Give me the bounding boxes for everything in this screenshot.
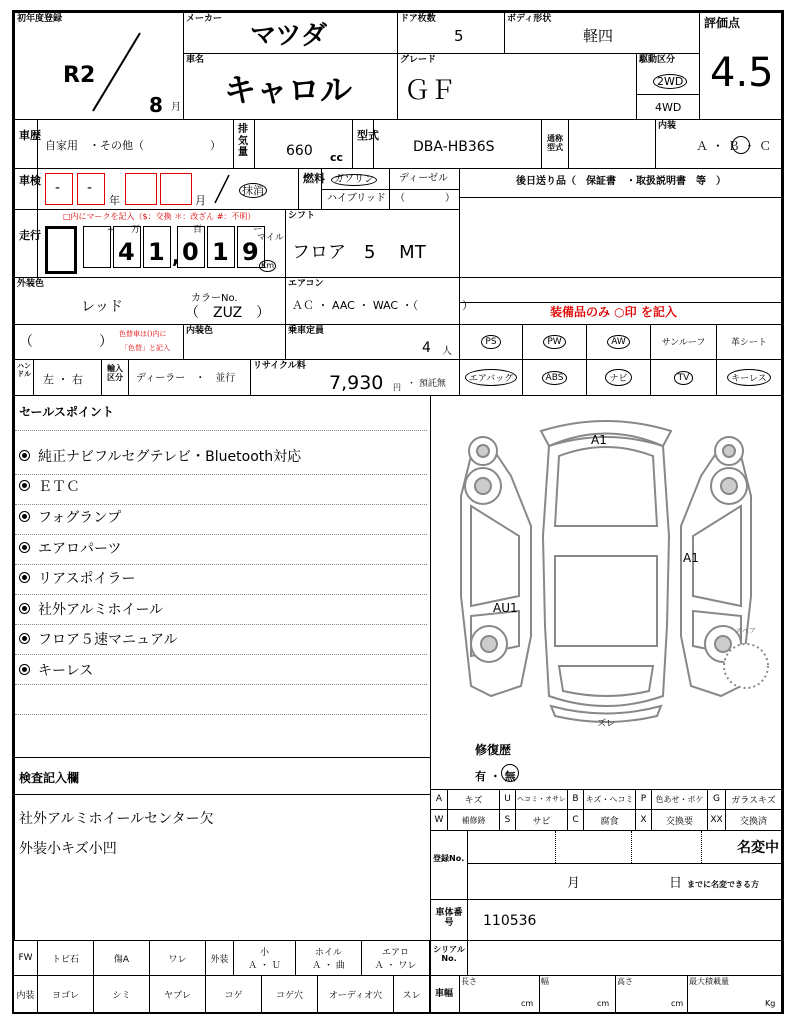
maker-value: マツダ: [250, 21, 327, 51]
mileage-digit-4: 1: [212, 238, 229, 266]
aircon-label: エアコン: [288, 279, 324, 289]
model-value: DBA-HB36S: [413, 139, 495, 155]
equip-aw: AW: [607, 335, 630, 349]
mileage-digit-2: 1: [148, 238, 165, 266]
legend-code: G: [713, 794, 720, 804]
body-cell: [504, 12, 700, 54]
cc-unit: cc: [330, 151, 344, 164]
car-name-label: 車名: [186, 55, 205, 65]
sales-point: [19, 603, 163, 617]
sales-point-text: エアロパーツ: [38, 541, 122, 557]
ext-small-label: 小: [259, 948, 269, 958]
history-label: 車歴: [19, 129, 41, 142]
int-item: ヤブレ: [164, 990, 191, 1001]
ext-wheel-label: ホイル: [314, 948, 342, 958]
chassis-label: 車体番号: [435, 908, 463, 929]
int-item: スレ: [402, 990, 421, 1001]
handle-label: ハンドル: [17, 362, 31, 379]
serial-label: シリアルNo.: [433, 945, 465, 964]
int-item: シミ: [112, 990, 131, 1001]
mileage-minus: ー: [253, 225, 263, 235]
fw-item: 傷A: [113, 954, 130, 965]
ext-wheel-value: Ａ ・ 曲: [312, 961, 345, 971]
equip-ps: PS: [481, 335, 500, 349]
score-cell: [699, 12, 782, 120]
equipment-header-cell: [459, 277, 782, 325]
color-change-cell: [14, 324, 184, 360]
name-change-label: 名変中: [737, 840, 779, 856]
sales-point-text: キーレス: [38, 663, 94, 679]
recycle-deposit: ・ 預託無: [407, 379, 446, 389]
fuel-hybrid: ハイブリッド: [327, 193, 386, 204]
shift-label: シフト: [288, 211, 316, 221]
score-label: 評価点: [704, 16, 741, 30]
mark-rear: ズレ: [597, 719, 616, 729]
model-label: 型式: [357, 129, 379, 142]
month-unit: 月: [171, 102, 181, 113]
inspection-label: 車検: [19, 174, 41, 187]
sales-point-text: フォグランプ: [38, 510, 122, 526]
spare-label: スペア: [735, 627, 756, 635]
recycle-label: リサイクル料: [253, 361, 306, 371]
mileage-km: Km: [261, 261, 275, 270]
color-change-note-1: 色替車は()内に: [119, 330, 167, 338]
height-unit: cm: [671, 999, 684, 1008]
fw-label: FW: [18, 953, 33, 963]
fuel-label: 燃料: [303, 172, 325, 185]
width-label: 幅: [541, 977, 549, 986]
import-cell: [101, 359, 251, 396]
first-reg-label: 初年度登録: [17, 14, 63, 24]
recycle-cell: [250, 359, 460, 396]
legend-desc: 交換済: [739, 816, 767, 827]
notes-line: 外装小キズ小凹: [19, 841, 117, 857]
history-value: 自家用 ・その他（ ）: [45, 139, 221, 152]
sales-point-text: 純正ナビフルセグテレビ・Bluetooth対応: [38, 449, 302, 465]
registration-by: までに名変できる方: [687, 880, 759, 889]
repair-label: 修復歴: [475, 743, 512, 757]
drive-4wd: 4WD: [655, 101, 682, 114]
equip-abs: ABS: [542, 371, 568, 385]
grade-value: ＧＦ: [404, 76, 457, 106]
common-model-cell: [541, 119, 656, 169]
capacity-label: 乗車定員: [288, 326, 325, 336]
legend-code: W: [434, 815, 444, 825]
capacity-value: 4: [422, 340, 431, 356]
legend-desc: 補修跡: [461, 815, 486, 825]
maker-label: メーカー: [186, 14, 222, 24]
dimensions-section: [430, 975, 782, 1013]
equipment-grid: [459, 324, 782, 396]
legend-code: B: [572, 794, 579, 804]
slash-mark: [85, 31, 145, 113]
color-change-paren-left: （: [19, 334, 33, 350]
legend-code: P: [640, 794, 647, 804]
ext-small-value: Ａ ・ Ｕ: [248, 961, 281, 971]
sales-point-text: フロア５速マニュアル: [38, 632, 178, 648]
inspection-cell: [14, 168, 299, 210]
equip-sunroof: サンルーフ: [661, 338, 706, 348]
shift-cell: [285, 209, 460, 278]
import-value: ディーラー ・ 並行: [136, 373, 236, 384]
inspection-year-unit: 年: [109, 194, 120, 207]
mark-left-rear: AU1: [493, 601, 518, 615]
interior-label: 内装: [658, 121, 677, 131]
sales-point: [19, 480, 80, 494]
sales-title: セールスポイント: [19, 405, 114, 419]
fuel-hybrid-paren: （ ）: [395, 193, 455, 204]
width-unit: cm: [597, 999, 610, 1008]
notes-line: 社外アルミホイールセンター欠: [19, 811, 214, 827]
sales-point: [19, 511, 121, 525]
sales-point: [19, 572, 135, 586]
displacement-label: 排気量: [238, 124, 248, 158]
int-item: コゲ穴: [275, 990, 303, 1001]
equip-navi: ナビ: [605, 369, 631, 386]
damage-legend: [430, 789, 782, 831]
sales-point: [19, 542, 121, 556]
sales-point-text: リアスポイラー: [38, 571, 136, 587]
color-label: 外装色: [17, 279, 45, 289]
legend-code: X: [640, 815, 647, 825]
ext-aero-value: Ａ ・ ワレ: [374, 961, 417, 971]
chassis-section: [430, 899, 782, 941]
mileage-man: 万: [131, 225, 141, 235]
legend-desc: ガラスキズ: [731, 795, 776, 806]
handle-value: 左 ・ 右: [43, 373, 83, 386]
month-value: 8: [149, 93, 163, 117]
inspection-dash-1: -: [55, 180, 61, 196]
recycle-yen: 円: [393, 383, 401, 392]
interior-cell: [655, 119, 782, 169]
chassis-value: 110536: [483, 913, 537, 929]
car-diagram-section: [430, 395, 782, 790]
first-registration-cell: [14, 12, 184, 120]
model-cell: [352, 119, 542, 169]
mileage-sep: ,: [172, 244, 180, 268]
body-label: ボディ形状: [507, 14, 552, 24]
registration-day: 日: [669, 876, 683, 891]
drive-label: 駆動区分: [639, 55, 676, 65]
later-items-label: 後日送り品（ 保証書 ・取扱説明書 等 ）: [516, 176, 726, 187]
common-model-label: 通称型式: [547, 134, 563, 153]
capacity-cell: [285, 324, 460, 360]
interior-color-cell: [183, 324, 286, 360]
legend-desc: キズ・ヘコミ: [585, 794, 634, 804]
import-label: 輸入区分: [107, 364, 123, 383]
grade-cell: [397, 53, 637, 120]
car-name-value: キャロル: [224, 71, 353, 109]
inspection-month-unit: 月: [195, 194, 206, 207]
mileage-note: □内にマークを記入（$：交換 ＊：改ざん #：不明）: [63, 212, 256, 221]
interior-damage-row: [14, 975, 430, 1013]
equip-airbag: エアバッグ: [465, 369, 517, 386]
displacement-value: 660: [286, 143, 313, 159]
grade-label: グレード: [400, 55, 437, 65]
sales-point: [19, 664, 93, 678]
sales-point-text: ＥＴＣ: [38, 479, 80, 495]
fw-item: ワレ: [168, 954, 187, 965]
color-value: レッド: [81, 299, 123, 315]
ext-aero-label: エアロ: [381, 948, 409, 958]
fuel-diesel: ディーゼル: [399, 173, 448, 184]
fw-row: [14, 940, 430, 976]
appraisal-sheet: [12, 10, 784, 1014]
car-diagram: [431, 396, 781, 736]
repair-none-circle: [501, 764, 519, 782]
maker-cell: [183, 12, 398, 54]
notes-section: [14, 757, 431, 941]
serial-section: [430, 940, 782, 976]
displacement-cell: [233, 119, 353, 169]
color-cell: [14, 277, 286, 325]
equip-leather: 革シート: [730, 338, 767, 348]
later-items-cell: [459, 168, 782, 278]
registration-label: 登録No.: [433, 854, 465, 863]
inspection-dash-2: -: [87, 180, 93, 196]
car-name-cell: [183, 53, 398, 120]
mileage-digit-3: 0: [182, 238, 199, 266]
fw-item: トビ石: [51, 954, 79, 965]
score-value: 4.5: [710, 50, 774, 96]
interior-color-label: 内装色: [186, 326, 214, 336]
handle-cell: [14, 359, 102, 396]
int-item: コゲ: [224, 990, 243, 1001]
color-change-note-2: 「色替」と記入: [121, 344, 170, 352]
legend-desc: ヘコミ・オサレ: [517, 795, 566, 803]
history-cell: [14, 119, 234, 169]
mileage-plus: +: [107, 225, 115, 235]
max-load-unit: Kg: [765, 999, 776, 1008]
body-value: 軽四: [583, 27, 614, 45]
mark-front: A1: [591, 433, 607, 447]
equip-keyless: キーレス: [727, 369, 771, 386]
equipment-header: 装備品のみ ○印 を記入: [550, 305, 677, 319]
dim-label: 車幅: [435, 989, 454, 999]
equip-pw: PW: [543, 335, 565, 349]
drive-cell: [636, 53, 700, 120]
fuel-cell: [298, 168, 460, 210]
mark-right-door: A1: [683, 551, 699, 565]
legend-desc: サビ: [532, 816, 551, 827]
int-label: 内装: [16, 990, 35, 1001]
doors-cell: [397, 12, 505, 54]
aircon-value: ＡＣ ・ AAC ・ WAC ・（ ）: [292, 299, 474, 312]
expired-value: 抹消: [239, 183, 267, 198]
length-label: 長さ: [461, 977, 477, 986]
legend-code: XX: [710, 815, 723, 825]
ext-label: 外装: [210, 954, 229, 965]
int-item: ヨゴレ: [51, 990, 79, 1001]
fuel-gasoline: ガソリン: [331, 174, 377, 186]
drive-2wd: 2WD: [653, 74, 687, 89]
color-change-paren-right: ）: [99, 334, 113, 350]
interior-b-circle: [732, 136, 750, 154]
legend-desc: 腐食: [600, 816, 619, 827]
int-item: オーディオ穴: [328, 990, 383, 1001]
color-no-value: （ ZUZ ）: [185, 305, 271, 321]
length-unit: cm: [521, 999, 534, 1008]
aircon-cell: [285, 277, 474, 325]
repair-value: 有 ・ 無: [475, 770, 516, 783]
mileage-label: 走行: [19, 229, 41, 242]
mileage-hyaku: 百: [193, 225, 203, 235]
era-value: R2: [63, 63, 96, 88]
notes-title: 検査記入欄: [19, 771, 80, 785]
sales-point: [19, 633, 177, 647]
equip-tv: TV: [674, 371, 694, 385]
legend-desc: キズ: [464, 795, 483, 806]
sales-point-text: 社外アルミホイール: [38, 602, 164, 618]
shift-value: フロア 5 MT: [292, 242, 426, 263]
legend-code: U: [504, 794, 511, 804]
legend-desc: 色あせ・ボケ: [655, 794, 704, 804]
mileage-digit-5: 9: [242, 238, 259, 266]
max-load-label: 最大積載量: [689, 977, 729, 986]
legend-code: S: [504, 815, 511, 825]
recycle-value: 7,930: [329, 372, 384, 394]
doors-label: ドア枚数: [400, 14, 436, 24]
height-label: 高さ: [617, 977, 633, 986]
registration-month: 月: [567, 876, 581, 891]
mileage-digit-1: 4: [118, 238, 135, 266]
capacity-unit: 人: [442, 346, 452, 357]
mileage-mile: マイル: [257, 233, 284, 243]
registration-section: [430, 830, 782, 900]
legend-code: C: [572, 815, 579, 825]
interior-grades: Ａ ・ Ｂ ・ Ｃ: [696, 139, 772, 153]
doors-value: 5: [454, 27, 464, 45]
legend-desc: 交換要: [665, 816, 693, 827]
sales-point: [19, 450, 301, 464]
sales-points-section: [14, 395, 431, 758]
mileage-cell: [14, 209, 286, 278]
color-no-label: カラーNo.: [191, 293, 238, 304]
legend-code: A: [435, 794, 443, 804]
